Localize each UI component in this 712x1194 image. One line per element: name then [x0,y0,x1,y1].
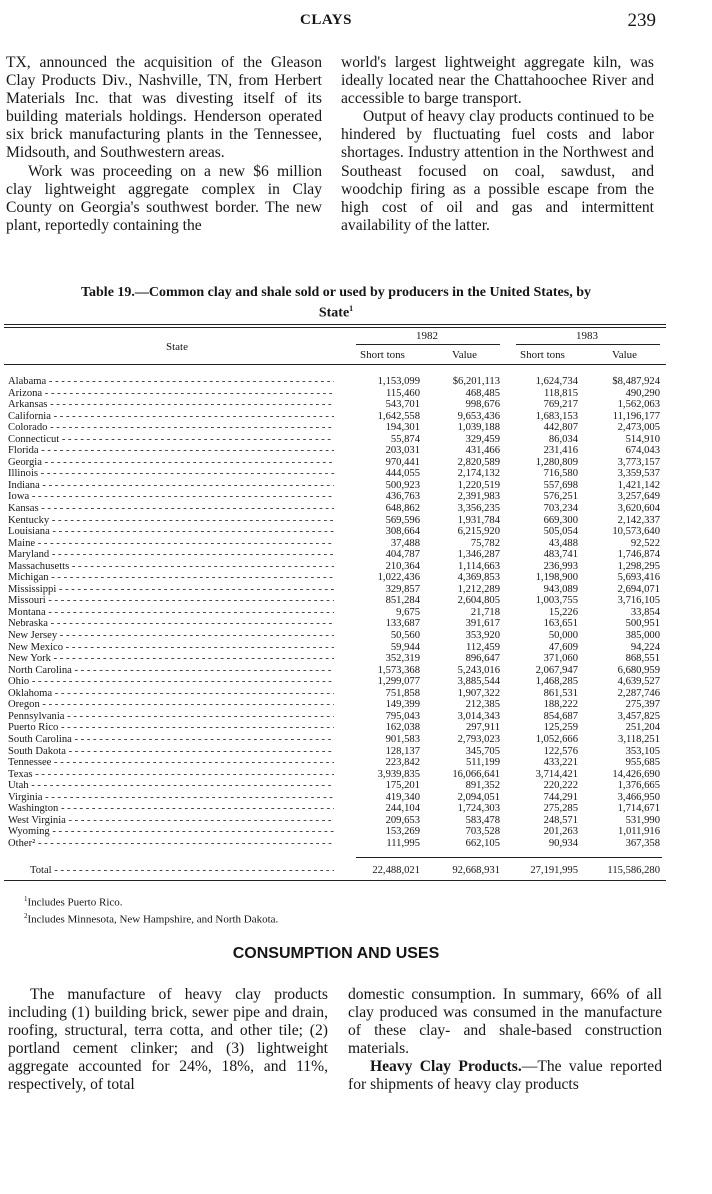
table-row [0,757,712,769]
tons-1982-cell: 352,319 [385,653,420,665]
table-row [0,457,712,469]
value-1983-cell: 5,693,416 [617,572,660,584]
value-1982-cell: 4,369,853 [457,572,500,584]
tons-1983-cell: 371,060 [543,653,578,665]
tons-1982-cell: 128,137 [385,745,420,757]
table-row [0,549,712,561]
value-1983-cell: 3,359,537 [617,468,660,480]
table-row [0,711,712,723]
table-row [0,688,712,700]
value-1982-cell: 3,356,235 [457,503,500,515]
tons-1982-cell: 203,031 [385,445,420,457]
footnote-mark: 1 [349,304,354,313]
value-1982-cell: 92,668,931 [452,865,500,876]
state-cell: Kentucky - - - [8,515,334,527]
page-header [0,10,712,34]
value-1983-cell: 1,562,063 [617,399,660,411]
tons-1982-cell: 153,269 [385,826,420,838]
value-1983-cell: 92,522 [630,537,660,549]
tons-1982-cell: 329,857 [385,583,420,595]
state-cell: New Mexico - - - [8,642,334,654]
tons-1982-cell: 404,787 [385,549,420,561]
table-row [0,792,712,804]
tons-1983-cell: 703,234 [543,503,578,515]
tons-1983-cell: 231,416 [543,445,578,457]
tons-1983-cell: 248,571 [543,814,578,826]
tons-1982-cell: 175,201 [385,780,420,792]
tons-1982-cell: 795,043 [385,710,420,722]
tons-1983-cell: 1,198,900 [535,572,578,584]
value-1982-cell: 297,911 [465,722,500,734]
table-caption-line1: Table 19.—Common clay and shale sold or used by producers in the United States, by [80,285,592,300]
value-1983-cell: 955,685 [625,757,660,769]
tons-1983-cell: 122,576 [543,745,578,757]
state-cell: Kansas - - - [8,503,334,515]
bottom-column-left [8,986,328,1095]
paragraph: domestic consumption. In summary, 66% of all clay produced was consumed in the manufacture of these clay- and shale-based construction materials. [348,986,662,1058]
table-row [0,665,712,677]
tons-1983-cell: 236,993 [543,560,578,572]
column-header-short-tons-1982: Short tons [360,349,405,361]
table-row [0,422,712,434]
value-1982-cell: 1,907,322 [457,687,500,699]
tons-1982-cell: 970,441 [385,456,420,468]
value-1982-cell: 468,485 [465,387,500,399]
table-row [0,618,712,630]
tons-1982-cell: 209,653 [385,814,420,826]
tons-1983-cell: 483,741 [543,549,578,561]
value-1982-cell: 353,920 [465,630,500,642]
tons-1983-cell: 557,698 [543,479,578,491]
value-1982-cell: 891,352 [465,780,500,792]
value-1983-cell: 1,421,142 [617,479,660,491]
tons-1983-cell: 86,034 [548,433,578,445]
header-bottom-rule [4,364,666,365]
value-1983-cell: 3,716,105 [617,595,660,607]
footnote-mark: 1 [24,895,28,903]
top-column-right [341,54,654,235]
value-1983-cell: 1,298,295 [617,560,660,572]
year-underline [356,344,500,345]
tons-1982-cell: 1,022,436 [377,572,420,584]
value-1982-cell: 329,459 [465,433,500,445]
table-row [0,376,712,388]
table-row [0,699,712,711]
value-1982-cell: 16,066,641 [452,768,500,780]
state-cell: Florida - - - [8,445,334,457]
value-1982-cell: 2,820,589 [457,456,500,468]
tons-1983-cell: 27,191,995 [530,865,578,876]
tons-1983-cell: 1,624,734 [535,376,578,387]
tons-1982-cell: 133,687 [385,618,420,630]
tons-1983-cell: 1,468,285 [535,676,578,688]
tons-1983-cell: 1,280,809 [535,456,578,468]
tons-1982-cell: 1,153,099 [377,376,420,387]
section-heading: CONSUMPTION AND USES [232,945,440,962]
state-cell: Montana - - - [8,607,334,619]
tons-1982-cell: 569,596 [385,514,420,526]
paragraph [348,1058,662,1094]
tons-1983-cell: 1,052,666 [535,733,578,745]
tons-1983-cell: 433,221 [543,757,578,769]
table-row [0,399,712,411]
value-1983-cell: 2,473,005 [617,422,660,434]
tons-1983-cell: 43,488 [548,537,578,549]
state-cell: Indiana - - - [8,480,334,492]
table-row [0,491,712,503]
tons-1982-cell: 55,874 [390,433,420,445]
tons-1982-cell: 901,583 [385,733,420,745]
value-1983-cell: 251,204 [625,722,660,734]
state-cell: Puerto Rico - - - [8,722,334,734]
value-1982-cell: 896,647 [465,653,500,665]
state-cell: Virginia - - - [8,792,334,804]
tons-1982-cell: 111,995 [386,837,420,849]
tons-1982-cell: 648,862 [385,503,420,515]
column-header-1983: 1983 [576,330,598,342]
tons-1983-cell: 442,807 [543,422,578,434]
state-cell: Washington - - - [8,803,334,815]
year-underline [516,344,660,345]
tons-1982-cell: 115,460 [385,387,420,399]
tons-1982-cell: 1,299,077 [377,676,420,688]
table-row [0,838,712,850]
tons-1982-cell: 444,055 [385,468,420,480]
tons-1983-cell: 220,222 [543,780,578,792]
state-cell: Pennsylvania - - - [8,711,334,723]
footnote-2: Includes Minnesota, New Hampshire, and North Dakota. [27,913,279,926]
state-cell: New York - - - [8,653,334,665]
paragraph: The manufacture of heavy clay products including (1) building brick, sewer pipe and drain, roofing, structural, terra cotta, and other tile; (2) portland cement clinker; and (3) lightweight aggregate accounted for 24%, 18%, and 11%, respectively, of total [8,986,328,1094]
table-body [0,376,712,849]
value-1982-cell: 345,705 [465,745,500,757]
value-1982-cell: 1,346,287 [457,549,500,561]
tons-1983-cell: 505,054 [543,526,578,538]
state-cell: Utah - - - [8,780,334,792]
value-1982-cell: 21,718 [470,606,500,618]
column-header-value-1982: Value [452,349,478,361]
state-cell: Texas - - - [8,769,334,781]
table-top-rule [4,324,666,325]
tons-1982-cell: 244,104 [385,803,420,815]
value-1983-cell: 94,224 [630,641,660,653]
value-1983-cell: 4,639,527 [617,676,660,688]
tons-1983-cell: 744,291 [543,791,578,803]
state-cell: Maryland - - - [8,549,334,561]
state-cell: Louisiana - - - [8,526,334,538]
table-row [0,503,712,515]
value-1982-cell: 2,094,051 [457,791,500,803]
tons-1982-cell: 308,664 [385,526,420,538]
state-cell: Arizona - - - [8,388,334,400]
tons-1983-cell: 15,226 [548,606,578,618]
table-row [0,434,712,446]
value-1982-cell: 1,931,784 [457,514,500,526]
tons-1983-cell: 576,251 [543,491,578,503]
value-1983-cell: 3,457,825 [617,710,660,722]
tons-1982-cell: 419,340 [385,791,420,803]
state-cell: Nebraska - - - [8,618,334,630]
tons-1982-cell: 751,858 [385,687,420,699]
state-cell: Wyoming - - - [8,826,334,838]
value-1983-cell: 514,910 [625,433,660,445]
total-rule [356,857,662,858]
tons-1982-cell: 223,842 [385,757,420,769]
value-1982-cell: 75,782 [470,537,500,549]
tons-1983-cell: 2,067,947 [535,664,578,676]
table-row [0,769,712,781]
table-top-rule-inner [4,327,666,328]
value-1983-cell: 3,257,649 [617,491,660,503]
column-header-value-1983: Value [612,349,638,361]
tons-1983-cell: 943,089 [543,583,578,595]
value-1983-cell: 33,854 [630,606,660,618]
value-1982-cell: $6,201,113 [452,376,500,387]
tons-1983-cell: 125,259 [543,722,578,734]
tons-1982-cell: 3,939,835 [377,768,420,780]
state-cell: North Carolina - - - [8,665,334,677]
table-row [0,480,712,492]
table-row [0,815,712,827]
tons-1983-cell: 275,285 [543,803,578,815]
state-cell: Colorado - - - [8,422,334,434]
tons-1982-cell: 59,944 [390,641,420,653]
state-cell: Connecticut - - - [8,434,334,446]
tons-1982-cell: 1,573,368 [377,664,420,676]
value-1983-cell: 531,990 [625,814,660,826]
value-1982-cell: 5,243,016 [457,664,500,676]
tons-1983-cell: 1,683,153 [535,410,578,422]
value-1983-cell: 3,773,157 [617,456,660,468]
table-row [0,468,712,480]
state-cell: Missouri - - - [8,595,334,607]
value-1982-cell: 3,014,343 [457,710,500,722]
table-row [0,595,712,607]
table-row [0,630,712,642]
tons-1983-cell: 163,651 [543,618,578,630]
table-row [0,445,712,457]
state-cell: Massachusetts - - - [8,561,334,573]
value-1982-cell: 1,724,303 [457,803,500,815]
value-1982-cell: 583,478 [465,814,500,826]
table-row [0,780,712,792]
table-row [0,746,712,758]
table-row [0,388,712,400]
value-1983-cell: 385,000 [625,630,660,642]
run-in-heading: Heavy Clay Products. [370,1058,522,1076]
state-cell: South Carolina - - - [8,734,334,746]
value-1983-cell: 1,746,874 [617,549,660,561]
value-1982-cell: 2,174,132 [457,468,500,480]
table-bottom-rule [4,880,666,881]
paragraph: world's largest lightweight aggregate kiln, was ideally located near the Chattahoochee River and accessible to barge transport. [341,54,654,108]
tons-1982-cell: 1,642,558 [377,410,420,422]
value-1982-cell: 998,676 [465,399,500,411]
table-row [0,722,712,734]
table-row [0,653,712,665]
value-1983-cell: 3,466,950 [617,791,660,803]
value-1983-cell: 14,426,690 [612,768,660,780]
value-1983-cell: 1,376,665 [617,780,660,792]
bottom-column-right [348,986,662,1095]
value-1983-cell: 500,951 [625,618,660,630]
table-caption [16,285,656,322]
tons-1982-cell: 9,675 [396,606,420,618]
value-1982-cell: 703,528 [465,826,500,838]
table-row [0,411,712,423]
footnote-1: Includes Puerto Rico. [27,896,123,909]
column-header-short-tons-1983: Short tons [520,349,565,361]
value-1983-cell: 353,105 [625,745,660,757]
value-1982-cell: 1,220,519 [457,479,500,491]
value-1983-cell: 275,397 [625,699,660,711]
table-row [0,607,712,619]
column-header-state: State [166,341,188,353]
value-1983-cell: 674,043 [625,445,660,457]
tons-1982-cell: 37,488 [390,537,420,549]
value-1983-cell: 11,196,177 [612,410,660,422]
value-1982-cell: 391,617 [465,618,500,630]
table-row [0,526,712,538]
value-1982-cell: 2,793,023 [457,733,500,745]
tons-1982-cell: 149,399 [385,699,420,711]
tons-1983-cell: 669,300 [543,514,578,526]
state-cell: New Jersey - - - [8,630,334,642]
tons-1983-cell: 90,934 [548,837,578,849]
table-row [0,826,712,838]
tons-1982-cell: 210,364 [385,560,420,572]
state-cell: Mississippi - - - [8,584,334,596]
tons-1983-cell: 3,714,421 [535,768,578,780]
state-cell: Oregon - - - [8,699,334,711]
value-1982-cell: 2,391,983 [457,491,500,503]
paragraph: TX, announced the acquisition of the Gleason Clay Products Div., Nashville, TN, from Herbert Materials Inc. that was divesting itself of its building materials holdings. Henderson operated six brick manufacturing plants in the Tennessee, Midsouth, and Southwestern areas. [6,54,322,162]
value-1982-cell: 9,653,436 [457,410,500,422]
value-1983-cell: $8,487,924 [612,376,660,387]
table-row [0,734,712,746]
value-1983-cell: 868,551 [625,653,660,665]
value-1983-cell: 10,573,640 [612,526,660,538]
state-cell: Other² - - - [8,838,334,850]
value-1983-cell: 1,011,916 [618,826,660,838]
value-1983-cell: 6,680,959 [617,664,660,676]
state-cell: Maine - - - [8,538,334,550]
tons-1982-cell: 543,701 [385,399,420,411]
value-1983-cell: 490,290 [625,387,660,399]
value-1982-cell: 662,105 [465,837,500,849]
table-row [0,572,712,584]
tons-1983-cell: 854,687 [543,710,578,722]
tons-1983-cell: 716,580 [543,468,578,480]
value-1983-cell: 2,287,746 [617,687,660,699]
value-1982-cell: 1,114,663 [458,560,500,572]
paragraph: Output of heavy clay products continued to be hindered by fluctuating fuel costs and labor shortages. Industry attention in the Northwest and Southeast focused on coal, sawdust, and woodchip firing as a possible escape from the high cost of oil and gas and intermittent availability of the latter. [341,108,654,234]
value-1982-cell: 511,199 [465,757,500,769]
tons-1983-cell: 769,217 [543,399,578,411]
state-cell: Iowa - - - [8,491,334,503]
value-1983-cell: 367,358 [625,837,660,849]
tons-1982-cell: 436,763 [385,491,420,503]
value-1982-cell: 1,039,188 [457,422,500,434]
state-cell: West Virginia - - - [8,815,334,827]
tons-1982-cell: 851,284 [385,595,420,607]
tons-1983-cell: 1,003,755 [535,595,578,607]
table-row [0,803,712,815]
value-1983-cell: 2,142,337 [617,514,660,526]
value-1982-cell: 112,459 [465,641,500,653]
top-column-left [6,54,322,235]
tons-1983-cell: 861,531 [543,687,578,699]
footnote-mark: 2 [24,911,28,920]
column-header-1982: 1982 [416,330,438,342]
state-cell: Arkansas - - - [8,399,334,411]
tons-1982-cell: 500,923 [385,479,420,491]
tons-1983-cell: 201,263 [543,826,578,838]
state-cell: Ohio - - - [8,676,334,688]
table-caption-line2: State [318,305,350,321]
tons-1983-cell: 50,000 [548,630,578,642]
value-1983-cell: 2,694,071 [617,583,660,595]
value-1982-cell: 431,466 [465,445,500,457]
tons-1983-cell: 47,609 [548,641,578,653]
table-row [0,584,712,596]
state-cell: Oklahoma - - - [8,688,334,700]
table-row [0,538,712,550]
state-cell: Alabama - - - [8,376,334,388]
table-row [0,676,712,688]
value-1982-cell: 2,604,805 [457,595,500,607]
state-cell: Tennessee - - - [8,757,334,769]
value-1983-cell: 1,714,671 [617,803,660,815]
state-cell: Illinois - - - [8,468,334,480]
tons-1982-cell: 194,301 [385,422,420,434]
paragraph: Work was proceeding on a new $6 million clay lightweight aggregate complex in Clay County on Georgia's southwest border. The new plant, reportedly containing the [6,162,322,234]
tons-1982-cell: 162,038 [385,722,420,734]
table-row [0,561,712,573]
state-cell: Total - - - [30,864,334,877]
value-1982-cell: 3,885,544 [457,676,500,688]
value-1983-cell: 115,586,280 [607,865,660,876]
table-row [0,642,712,654]
state-cell: Michigan - - - [8,572,334,584]
state-cell: Georgia - - - [8,457,334,469]
table-row-total [0,864,712,877]
table-row [0,515,712,527]
state-cell: South Dakota - - - [8,746,334,758]
tons-1983-cell: 188,222 [543,699,578,711]
value-1982-cell: 212,385 [465,699,500,711]
running-title: CLAYS [300,12,352,28]
value-1982-cell: 6,215,920 [457,526,500,538]
tons-1982-cell: 22,488,021 [372,865,420,876]
tons-1982-cell: 50,560 [390,630,420,642]
state-cell: California - - - [8,411,334,423]
page-number: 239 [627,10,656,31]
value-1982-cell: 1,212,289 [457,583,500,595]
tons-1983-cell: 118,815 [543,387,578,399]
table-footnotes [24,893,278,926]
value-1983-cell: 3,118,251 [618,733,660,745]
paragraph-text: —The value reported for shipments of heavy clay products [348,1058,662,1094]
value-1983-cell: 3,620,604 [617,503,660,515]
